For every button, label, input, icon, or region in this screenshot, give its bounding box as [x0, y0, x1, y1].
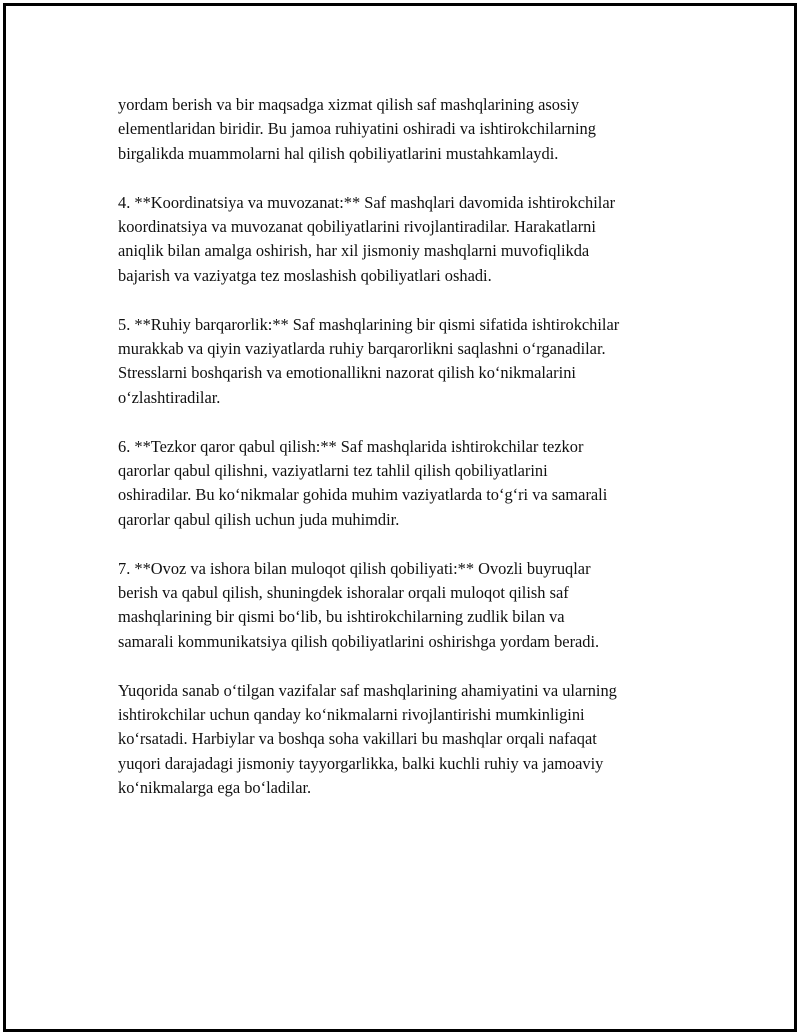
text-line: yuqori darajadagi jismoniy tayyorgarlikka, balki kuchli ruhiy va jamoaviy [118, 753, 604, 773]
text-line: murakkab va qiyin vaziyatlarda ruhiy barqarorlikni saqlashni o‘rganadilar. [118, 339, 606, 359]
text-line: 7. **Ovoz va ishora bilan muloqot qilish qobiliyati:** Ovozli buyruqlar [118, 558, 591, 578]
text-line: o‘zlashtiradilar. [118, 387, 221, 407]
text-line: qarorlar qabul qilishni, vaziyatlarni tez tahlil qilish qobiliyatlarini [118, 461, 548, 481]
paragraph-item-4 [118, 191, 698, 289]
paragraph-item-5 [118, 313, 698, 411]
text-line: ko‘rsatadi. Harbiylar va boshqa soha vakillari bu mashqlar orqali nafaqat [118, 729, 597, 749]
paragraph-conclusion [118, 679, 698, 801]
text-line: 4. **Koordinatsiya va muvozanat:** Saf mashqlari davomida ishtirokchilar [118, 192, 616, 212]
text-line: mashqlarining bir qismi bo‘lib, bu ishtirokchilarning zudlik bilan va [118, 607, 565, 627]
text-line: oshiradilar. Bu ko‘nikmalar gohida muhim vaziyatlarda to‘g‘ri va samarali [118, 485, 608, 505]
paragraph-item-6 [118, 435, 698, 533]
text-line: Yuqorida sanab o‘tilgan vazifalar saf mashqlarining ahamiyatini va ularning [118, 680, 617, 700]
text-line: bajarish va vaziyatga tez moslashish qobiliyatlari oshadi. [118, 265, 492, 285]
text-line: 5. **Ruhiy barqarorlik:** Saf mashqlarining bir qismi sifatida ishtirokchilar [118, 314, 620, 334]
text-line: samarali kommunikatsiya qilish qobiliyatlarini oshirishga yordam beradi. [118, 631, 600, 651]
text-line: aniqlik bilan amalga oshirish, har xil jismoniy mashqlarni muvofiqlikda [118, 241, 590, 261]
text-line: yordam berish va bir maqsadga xizmat qilish saf mashqlarining asosiy [118, 95, 580, 114]
paragraph-item-7 [118, 557, 698, 655]
text-line: ko‘nikmalarga ega bo‘ladilar. [118, 778, 312, 798]
document-body [118, 93, 698, 825]
text-line: 6. **Tezkor qaror qabul qilish:** Saf mashqlarida ishtirokchilar tezkor [118, 436, 584, 456]
text-line: berish va qabul qilish, shuningdek ishoralar orqali muloqot qilish saf [118, 583, 569, 603]
paragraph-teamwork-continuation [118, 93, 698, 166]
text-line: ishtirokchilar uchun qanday ko‘nikmalarni rivojlantirishi mumkinligini [118, 705, 585, 725]
text-line: elementlaridan biridir. Bu jamoa ruhiyatini oshiradi va ishtirokchilarning [118, 119, 596, 139]
text-line: koordinatsiya va muvozanat qobiliyatlarini rivojlantiradilar. Harakatlarni [118, 217, 596, 237]
text-line: qarorlar qabul qilish uchun juda muhimdir. [118, 509, 400, 529]
text-line: birgalikda muammolarni hal qilish qobiliyatlarini mustahkamlaydi. [118, 143, 559, 163]
text-line: Stresslarni boshqarish va emotionallikni nazorat qilish ko‘nikmalarini [118, 363, 576, 383]
